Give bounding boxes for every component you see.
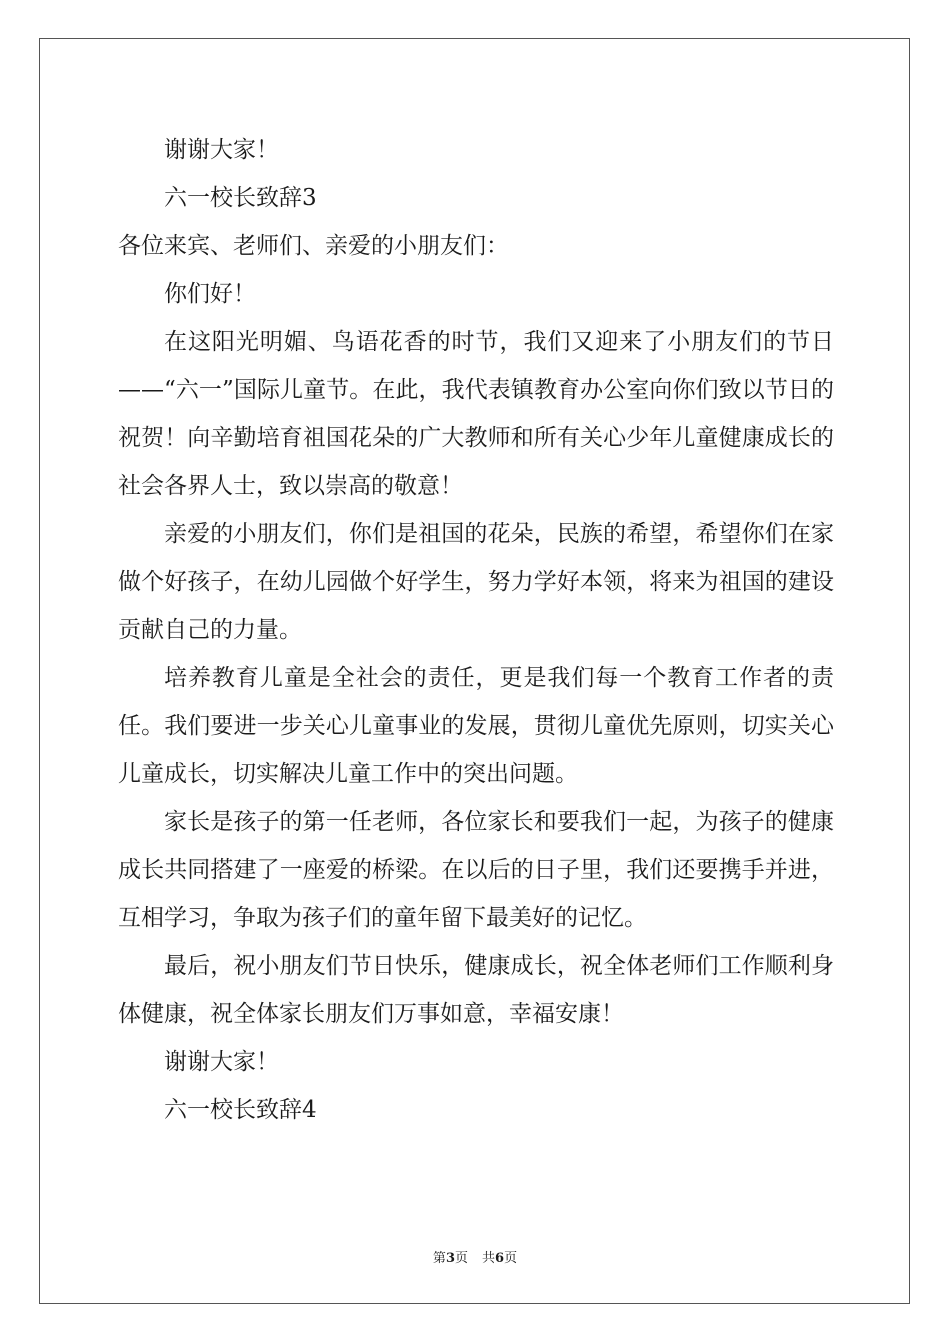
paragraph-children: 亲爱的小朋友们，你们是祖国的花朵，民族的希望，希望你们在家做个好孩子，在幼儿园做个好学生，努力学好本领，将来为祖国的建设贡献自己的力量。 [118, 521, 834, 643]
greeting: 你们好！ [164, 281, 256, 307]
page-suffix: 页 [454, 1251, 468, 1266]
page-footer [0, 1247, 950, 1266]
paragraph-parents: 家长是孩子的第一任老师，各位家长和要我们一起，为孩子的健康成长共同搭建了一座爱的桥梁。在以后的日子里，我们还要携手并进，互相学习，争取为孩子们的童年留下最美好的记忆。 [118, 809, 834, 931]
salutation: 各位来宾、老师们、亲爱的小朋友们： [118, 233, 509, 259]
paragraph-wishes: 最后，祝小朋友们节日快乐，健康成长，祝全体老师们工作顺利身体健康，祝全体家长朋友们万事如意，幸福安康！ [118, 953, 834, 1027]
total-suffix: 页 [504, 1251, 518, 1266]
paragraph-education: 培养教育儿童是全社会的责任，更是我们每一个教育工作者的责任。我们要进一步关心儿童事业的发展，贯彻儿童优先原则，切实关心儿童成长，切实解决儿童工作中的突出问题。 [118, 665, 834, 787]
total-pages: 6 [495, 1251, 505, 1266]
page-number: 3 [445, 1251, 455, 1266]
paragraph-intro: 在这阳光明媚、鸟语花香的时节，我们又迎来了小朋友们的节日——“六一”国际儿童节。在此，我代表镇教育办公室向你们致以节日的祝贺！向辛勤培育祖国花朵的广大教师和所有关心少年儿童健康成长的社会各界人士，致以崇高的敬意！ [118, 329, 834, 499]
section-heading-3: 六一校长致辞3 [164, 185, 317, 211]
document-body [118, 126, 834, 1134]
closing-thanks-1: 谢谢大家！ [164, 137, 279, 163]
page-prefix: 第 [432, 1251, 446, 1266]
total-prefix: 共 [482, 1251, 496, 1266]
closing-thanks-2: 谢谢大家！ [164, 1049, 279, 1075]
section-heading-4: 六一校长致辞4 [164, 1097, 317, 1123]
